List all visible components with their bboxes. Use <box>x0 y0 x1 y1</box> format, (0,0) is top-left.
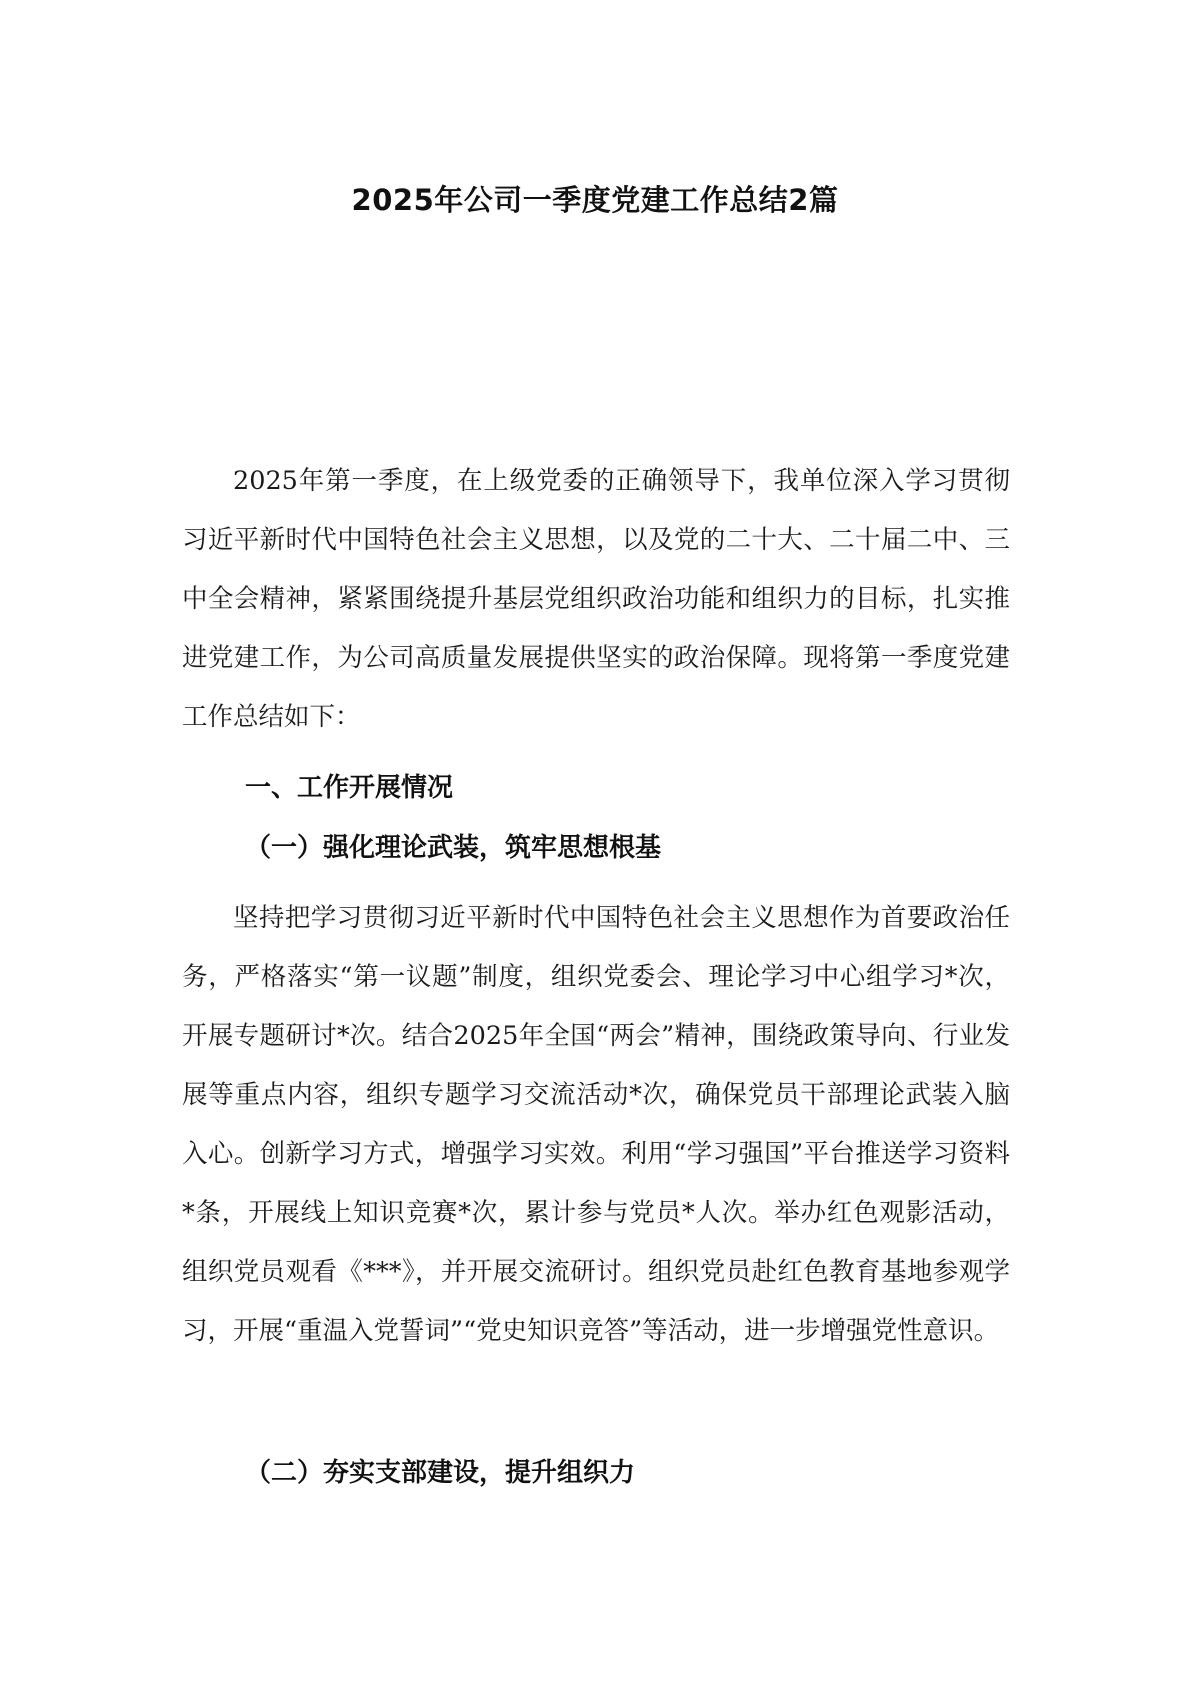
document-title: 2025年公司一季度党建工作总结2篇 <box>351 183 839 217</box>
subsection-body-theory: 坚持把学习贯彻习近平新时代中国特色社会主义思想作为首要政治任务，严格落实“第一议题”制度，组织党委会、理论学习中心组学习*次，开展专题研讨*次。结合2025年全国“两会”精神，围绕政策导向、行业发展等重点内容，组织专题学习交流活动*次，确保党员干部理论武装入脑入心。创新学习方式，增强学习实效。利用“学习强国”平台推送学习资料*条，开展线上知识竞赛*次，累计参与党员*人次。举办红色观影活动，组织党员观看《***》，并开展交流研讨。组织党员赴红色教育基地参观学习，开展“重温入党誓词”“党史知识竞答”等活动，进一步增强党性意识。 <box>182 903 1010 1346</box>
subsection-heading-branch: （二）夯实支部建设，提升组织力 <box>245 1458 636 1488</box>
section-heading-work-status: 一、工作开展情况 <box>245 773 454 803</box>
subsection-heading-theory: （一）强化理论武装，筑牢思想根基 <box>245 833 662 863</box>
intro-paragraph: 2025年第一季度，在上级党委的正确领导下，我单位深入学习贯彻习近平新时代中国特色社会主义思想，以及党的二十大、二十届二中、三中全会精神，紧紧围绕提升基层党组织政治功能和组织力的目标，扎实推进党建工作，为公司高质量发展提供坚实的政治保障。现将第一季度党建工作总结如下： <box>182 466 1010 732</box>
